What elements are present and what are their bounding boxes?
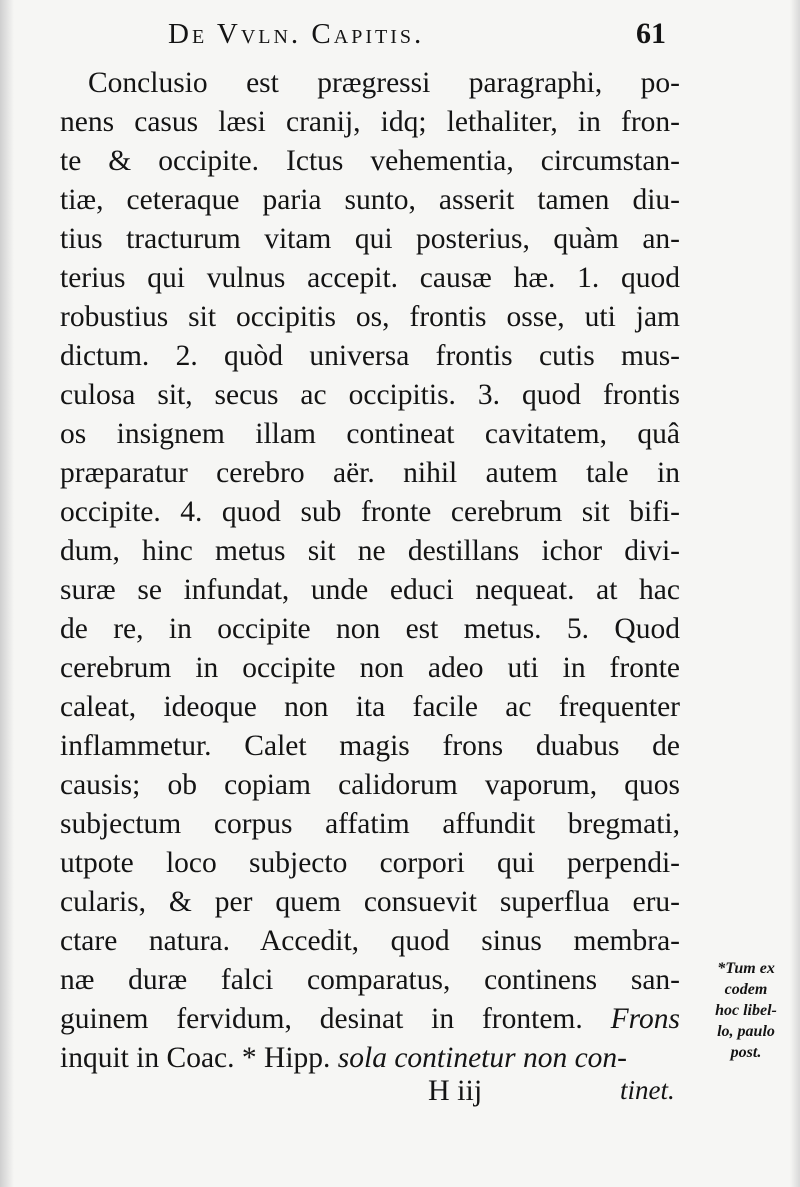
text-line: Conclusio est prægressi paragraphi, po- <box>88 67 680 99</box>
text-line: subjectum corpus affatim affundit bregmati, <box>60 808 680 840</box>
signature-mark: H iij <box>428 1074 483 1107</box>
text-line <box>60 1000 680 1039</box>
margin-note-line: lo, paulo <box>717 1023 775 1040</box>
text-line: nens casus læsi cranij, idq; lethaliter, in fron- <box>60 106 680 138</box>
text-segment: guinem fervidum, desinat in frontem. <box>60 1003 583 1035</box>
text-line: causis; ob copiam calidorum vaporum, quos <box>60 769 680 801</box>
running-head <box>0 14 800 58</box>
text-line: tiæ, ceteraque paria sunto, asserit tamen diu- <box>60 184 680 216</box>
text-line: dum, hinc metus sit ne destillans ichor divi- <box>60 535 680 567</box>
running-title: De Vvln. Capitis. <box>168 18 425 50</box>
text-line: suræ se infundat, unde educi nequeat. at hac <box>60 574 680 606</box>
text-line: ctare natura. Accedit, quod sinus membra- <box>60 925 680 957</box>
italic-segment: Frons <box>610 1003 680 1035</box>
margin-note <box>697 958 795 1063</box>
text-line: præparatur cerebro aër. nihil autem tale in <box>60 457 680 489</box>
margin-note-line: hoc libel- <box>715 1002 777 1019</box>
text-line: inflammetur. Calet magis frons duabus de <box>60 730 680 762</box>
italic-segment: sola continetur non con- <box>337 1042 628 1074</box>
text-line: tius tracturum vitam qui posterius, quàm an- <box>60 223 680 255</box>
text-segment: inquit in Coac. * Hipp. <box>60 1042 331 1074</box>
text-line: næ duræ falci comparatus, continens san- <box>60 964 680 996</box>
margin-note-line: codem <box>724 981 768 998</box>
text-line: cularis, & per quem consuevit superflua eru- <box>60 886 680 918</box>
text-line: occipite. 4. quod sub fronte cerebrum sit bifi- <box>60 496 680 528</box>
margin-note-line: post. <box>730 1044 762 1061</box>
text-line: os insignem illam contineat cavitatem, quâ <box>60 418 680 450</box>
text-line <box>60 1039 680 1078</box>
text-line: de re, in occipite non est metus. 5. Quod <box>60 613 680 645</box>
text-line: terius qui vulnus accepit. causæ hæ. 1. quod <box>60 262 680 294</box>
text-line: culosa sit, secus ac occipitis. 3. quod frontis <box>60 379 680 411</box>
text-line: caleat, ideoque non ita facile ac frequenter <box>60 691 680 723</box>
text-line: robustius sit occipitis os, frontis osse, uti jam <box>60 301 680 333</box>
text-line: te & occipite. Ictus vehementia, circumstan- <box>60 145 680 177</box>
margin-note-line: *Tum ex <box>717 960 775 977</box>
text-line: cerebrum in occipite non adeo uti in fronte <box>60 652 680 684</box>
body-text <box>60 64 680 1078</box>
text-line: dictum. 2. quòd universa frontis cutis mus- <box>60 340 680 372</box>
text-line: utpote loco subjecto corpori qui perpendi- <box>60 847 680 879</box>
page-number: 61 <box>636 17 666 50</box>
catchword: tinet. <box>620 1075 675 1105</box>
